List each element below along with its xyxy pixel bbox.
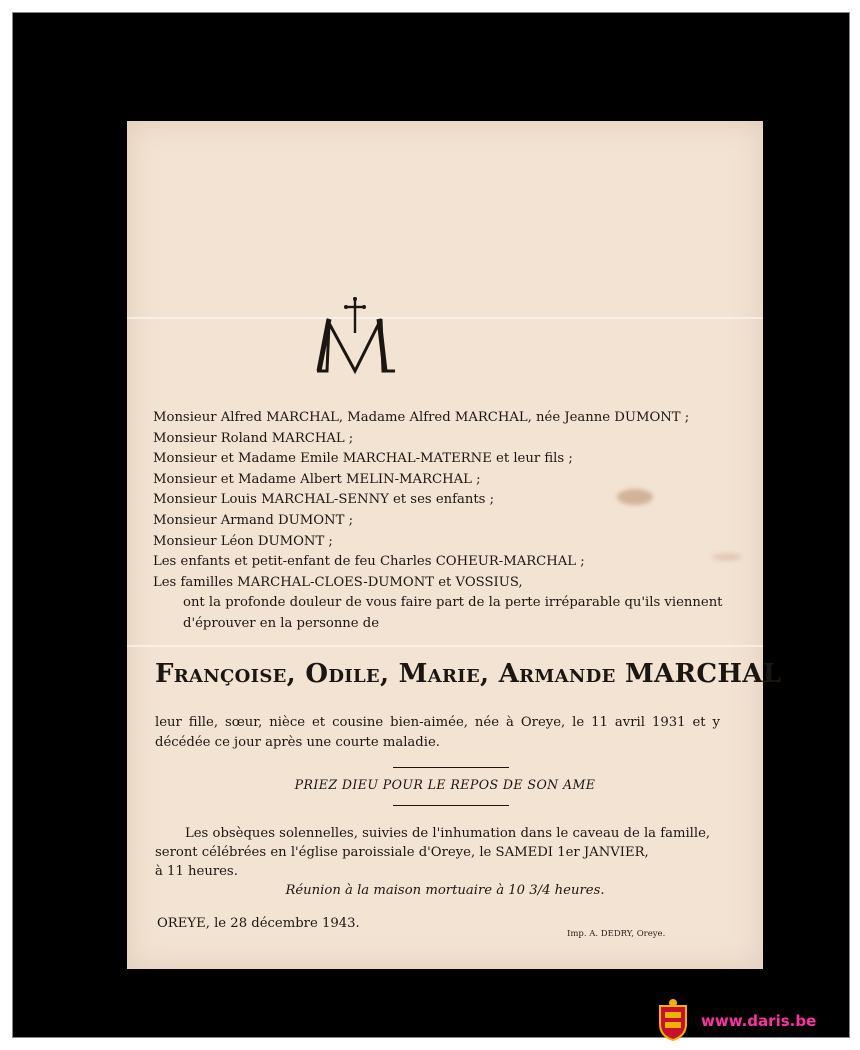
family-line: Monsieur Louis MARCHAL-SENNY et ses enfants ; — [153, 492, 495, 508]
place-date: OREYE, le 28 décembre 1943. — [157, 916, 360, 931]
funeral-line: seront célébrées en l'église paroissiale d'Oreye, le SAMEDI 1er JANVIER, — [155, 845, 649, 860]
family-line: Monsieur Léon DUMONT ; — [153, 533, 333, 549]
black-frame — [12, 12, 850, 1038]
cross-m-monogram-icon — [313, 297, 403, 377]
printer-credit: Imp. A. DEDRY, Oreye. — [567, 929, 666, 939]
fold-line — [127, 317, 763, 319]
coat-of-arms-icon — [656, 998, 690, 1042]
divider — [393, 767, 509, 768]
relation-text: leur fille, sœur, nièce et cousine bien-aimée, née à Oreye, le 11 avril 1931 et y décédée ce jour après une courte maladie. — [155, 715, 720, 750]
prayer-line: PRIEZ DIEU POUR LE REPOS DE SON AME — [294, 777, 596, 792]
family-line: Les enfants et petit-enfant de feu Charles COHEUR-MARCHAL ; — [153, 554, 585, 570]
given-names: Françoise, Odile, Marie, Armande — [155, 659, 616, 689]
death-notice-card — [127, 121, 782, 969]
announcement-line: d'éprouver en la personne de — [183, 615, 380, 631]
announcement-line: ont la profonde douleur de vous faire part de la perte irréparable qu'ils viennent — [183, 595, 723, 611]
funeral-line: à 11 heures. — [155, 864, 238, 879]
family-line: Monsieur Armand DUMONT ; — [153, 512, 354, 528]
family-line: Les familles MARCHAL-CLOES-DUMONT et VOSSIUS, — [153, 574, 523, 590]
family-line: Monsieur et Madame Albert MELIN-MARCHAL ; — [153, 471, 481, 487]
deceased-name — [155, 659, 781, 689]
family-line: Monsieur et Madame Emile MARCHAL-MATERNE et leur fils ; — [153, 451, 573, 467]
funeral-details — [155, 824, 720, 881]
surname: MARCHAL — [624, 659, 782, 689]
family-line: Monsieur Alfred MARCHAL, Madame Alfred MARCHAL, née Jeanne DUMONT ; — [153, 410, 690, 425]
fold-line — [127, 645, 763, 647]
family-list — [153, 408, 722, 635]
reunion-note: Réunion à la maison mortuaire à 10 3/4 heures. — [285, 883, 605, 898]
funeral-line: Les obsèques solennelles, suivies de l'inhumation dans le caveau de la famille, — [185, 826, 711, 841]
family-line: Monsieur Roland MARCHAL ; — [153, 430, 354, 446]
watermark-url: www.daris.be — [701, 1012, 817, 1030]
divider — [393, 805, 509, 806]
